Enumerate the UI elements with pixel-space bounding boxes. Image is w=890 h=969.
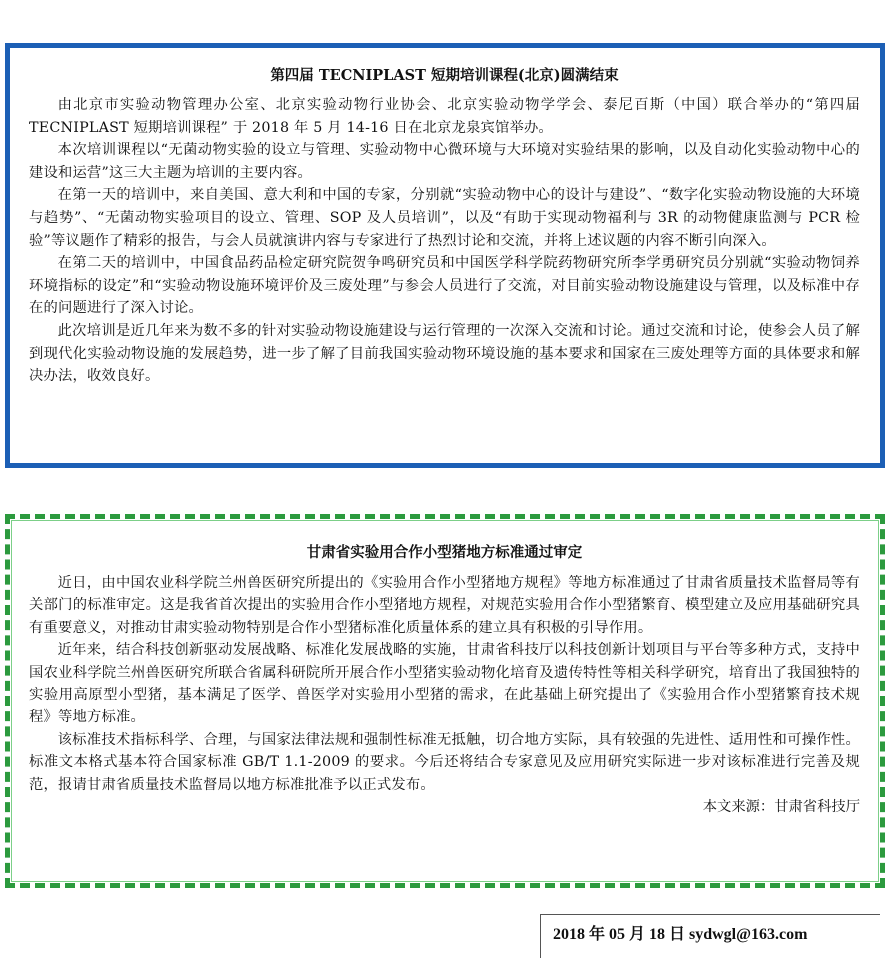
article-paragraph: 在第二天的培训中，中国食品药品检定研究院贺争鸣研究员和中国医学科学院药物研究所李学勇研究员分别就“实验动物饲养环境指标的设定”和“实验动物设施环境评价及三废处理”与参会人员进行了交流，对目前实验动物设施建设与管理，以及标准中存在的问题进行了深入讨论。 bbox=[29, 255, 860, 317]
article-paragraph: 由北京市实验动物管理办公室、北京实验动物行业协会、北京实验动物学学会、泰尼百斯（中国）联合举办的“第四届 TECNIPLAST 短期培训课程” 于 2018 年 5 月 14-16 日在北京龙泉宾馆举办。 bbox=[29, 97, 860, 136]
article-paragraph: 此次培训是近几年来为数不多的针对实验动物设施建设与运行管理的一次深入交流和讨论。通过交流和讨论，使参会人员了解到现代化实验动物设施的发展趋势，进一步了解了目前我国实验动物环境设施的基本要求和国家在三废处理等方面的具体要求和解决办法，收效良好。 bbox=[29, 322, 860, 385]
page-footer bbox=[540, 914, 880, 958]
article-frame-training bbox=[5, 43, 885, 468]
footer-date-email: 2018 年 05 月 18 日 sydwgl@163.com bbox=[553, 926, 808, 943]
article-paragraph: 近年来，结合科技创新驱动发展战略、标准化发展战略的实施，甘肃省科技厅以科技创新计划项目与平台等多种方式，支持中国农业科学院兰州兽医研究所联合省属科研院所开展合作小型猪实验动物化培育及遗传特性等相关科学研究，培育出了我国独特的实验用高原型小型猪，基本满足了医学、兽医学对实验用小型猪的需求，在此基础上研究提出了《实验用合作小型猪繁育技术规程》等地方标准。 bbox=[29, 642, 860, 726]
article-frame-standard bbox=[5, 514, 885, 888]
article-title: 第四届 TECNIPLAST 短期培训课程(北京)圆满结束 bbox=[270, 67, 619, 84]
article-paragraph: 该标准技术指标科学、合理，与国家法律法规和强制性标准无抵触，切合地方实际，具有较强的先进性、适用性和可操作性。标准文本格式基本符合国家标准 GB/T 1.1-2009 的要求。今后还将结合专家意见及应用研究实际进一步对该标准进行完善及规范，报请甘肃省质量技术监督局以地方标准批准予以正式发布。 bbox=[29, 731, 860, 793]
article-paragraph: 在第一天的培训中，来自美国、意大利和中国的专家，分别就“实验动物中心的设计与建设”、“数字化实验动物设施的大环境与趋势”、“无菌动物实验项目的设立、管理、SOP 及人员培训”，以及“有助于实现动物福利与 3R 的动物健康监测与 PCR 检验”等议题作了精彩的报告，与会人员就演讲内容与专家进行了热烈讨论和交流，并将上述议题的内容不断引向深入。 bbox=[29, 187, 860, 249]
article-source: 本文来源：甘肃省科技厅 bbox=[702, 799, 860, 816]
article-paragraph: 近日，由中国农业科学院兰州兽医研究所提出的《实验用合作小型猪地方规程》等地方标准通过了甘肃省质量技术监督局等有关部门的标准审定。这是我省首次提出的实验用合作小型猪地方规程，对规范实验用合作小型猪繁育、模型建立及应用基础研究具有重要意义，对推动甘肃实验动物特别是合作小型猪标准化质量体系的建立具有积极的引导作用。 bbox=[29, 575, 860, 636]
article-paragraph: 本次培训课程以“无菌动物实验的设立与管理、实验动物中心微环境与大环境对实验结果的影响，以及自动化实验动物中心的建设和运营”这三大主题为培训的主要内容。 bbox=[29, 142, 860, 181]
article-title: 甘肃省实验用合作小型猪地方标准通过审定 bbox=[306, 544, 583, 561]
